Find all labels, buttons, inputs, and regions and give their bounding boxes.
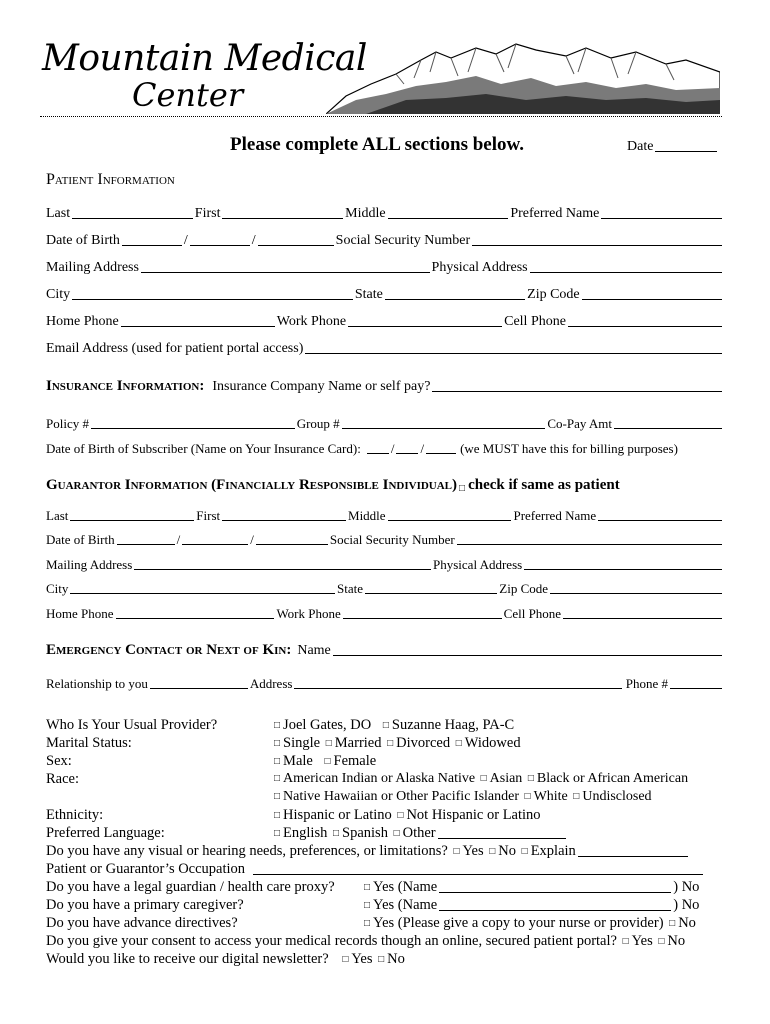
- patient-email-row: [46, 341, 724, 357]
- copay-field[interactable]: [614, 428, 722, 429]
- patient-mailing-field[interactable]: [141, 272, 430, 273]
- patient-work-phone-field[interactable]: [348, 326, 502, 327]
- race-white-label: White: [533, 789, 568, 804]
- patient-last-label: Last: [46, 206, 71, 221]
- marital-widowed-label: Widowed: [464, 735, 521, 751]
- guarantor-dob-month-field[interactable]: [117, 544, 175, 545]
- subscriber-dob-row: Date of Birth of Subscriber (Name on Your Insurance Card): / / (we MUST have this for billing purposes): [46, 441, 678, 456]
- emergency-address-field[interactable]: [294, 688, 621, 689]
- guarantor-physical-field[interactable]: [524, 569, 722, 570]
- ethnicity-options: [272, 807, 541, 824]
- subscriber-dob-day-field[interactable]: [396, 453, 418, 454]
- patient-name-row: [46, 206, 724, 222]
- date-field[interactable]: [627, 139, 719, 155]
- guarantor-mailing-label: Mailing Address: [46, 557, 133, 572]
- caregiver-name-field[interactable]: [439, 910, 671, 911]
- patient-middle-field[interactable]: [388, 218, 509, 219]
- race-aian-checkbox[interactable]: □: [274, 773, 281, 784]
- portal-row: [46, 933, 685, 950]
- guardian-options: [362, 879, 699, 896]
- patient-home-phone-field[interactable]: [121, 326, 275, 327]
- guarantor-ssn-label: Social Security Number: [329, 532, 455, 547]
- sex-options: [272, 753, 376, 770]
- portal-yes-label: Yes: [631, 933, 653, 949]
- newsletter-no-label: No: [387, 951, 405, 967]
- patient-first-label: First: [194, 206, 221, 221]
- insurance-company-label: Insurance Company Name or self pay?: [212, 379, 431, 394]
- ethnicity-question: Ethnicity:: [46, 807, 104, 823]
- race-options-2: [272, 789, 652, 805]
- needs-explain-field[interactable]: [578, 856, 688, 857]
- patient-dob-row: Date of Birth / / Social Security Number: [46, 233, 724, 249]
- newsletter-row: [46, 951, 405, 968]
- provider-question: Who Is Your Usual Provider?: [46, 717, 218, 733]
- newsletter-yes-checkbox[interactable]: □: [342, 954, 349, 965]
- relationship-label: Relationship to you: [46, 676, 148, 691]
- patient-state-field[interactable]: [385, 299, 525, 300]
- guarantor-heading-row: [46, 477, 724, 494]
- emergency-phone-label: Phone #: [625, 676, 668, 691]
- patient-email-label: Email Address (used for patient portal access): [46, 341, 304, 356]
- race-undisclosed-checkbox[interactable]: □: [573, 791, 580, 802]
- patient-cell-phone-field[interactable]: [568, 326, 722, 327]
- guarantor-cell-phone-label: Cell Phone: [503, 606, 562, 621]
- language-options: [272, 825, 568, 842]
- provider-gates-label: Joel Gates, DO: [283, 717, 372, 733]
- group-label: Group #: [296, 416, 340, 431]
- patient-preferred-field[interactable]: [601, 218, 722, 219]
- needs-no-checkbox[interactable]: □: [489, 846, 496, 857]
- language-english-checkbox[interactable]: □: [274, 828, 281, 839]
- guardian-name-field[interactable]: [439, 892, 671, 893]
- race-question: Race:: [46, 771, 80, 787]
- directives-yes-checkbox[interactable]: □: [364, 918, 371, 929]
- guarantor-physical-label: Physical Address: [433, 557, 523, 572]
- patient-middle-label: Middle: [345, 206, 386, 221]
- guardian-no-label: ) No: [673, 879, 700, 895]
- marital-divorced-label: Divorced: [396, 735, 451, 751]
- marital-single-checkbox[interactable]: □: [274, 738, 281, 749]
- occupation-row: [46, 861, 705, 878]
- guarantor-city-row: [46, 581, 724, 597]
- sex-male-label: Male: [283, 753, 313, 769]
- section-heading-patient: Patient Information: [46, 171, 175, 188]
- emergency-name-label: Name: [297, 643, 331, 658]
- race-black-label: Black or African American: [536, 771, 689, 786]
- emergency-name-field[interactable]: [333, 655, 722, 656]
- guarantor-mailing-field[interactable]: [134, 569, 431, 570]
- sex-female-checkbox[interactable]: □: [324, 756, 331, 767]
- patient-city-row: [46, 287, 724, 303]
- same-as-patient-checkbox[interactable]: □: [459, 483, 466, 494]
- patient-email-field[interactable]: [305, 353, 722, 354]
- guardian-question: Do you have a legal guardian / health care proxy?: [46, 879, 335, 895]
- portal-no-checkbox[interactable]: □: [658, 936, 665, 947]
- patient-cell-phone-label: Cell Phone: [504, 314, 566, 329]
- race-asian-checkbox[interactable]: □: [480, 773, 487, 784]
- race-undisclosed-label: Undisclosed: [582, 789, 652, 804]
- patient-dob-day-field[interactable]: [190, 245, 250, 246]
- directives-no-label: No: [678, 915, 696, 931]
- ethnicity-hispanic-checkbox[interactable]: □: [274, 810, 281, 821]
- marital-married-checkbox[interactable]: □: [325, 738, 332, 749]
- guarantor-middle-label: Middle: [348, 508, 386, 523]
- race-nhpi-label: Native Hawaiian or Other Pacific Islander: [283, 789, 520, 804]
- copay-label: Co-Pay Amt: [547, 416, 613, 431]
- marital-divorced-checkbox[interactable]: □: [387, 738, 394, 749]
- caregiver-options: [362, 897, 699, 914]
- provider-haag-label: Suzanne Haag, PA-C: [391, 717, 515, 733]
- race-aian-label: American Indian or Alaska Native: [283, 771, 476, 786]
- org-logo: [40, 38, 730, 118]
- needs-yes-checkbox[interactable]: □: [453, 846, 460, 857]
- patient-dob-label: Date of Birth: [46, 233, 120, 248]
- patient-zip-field[interactable]: [582, 299, 722, 300]
- guarantor-first-label: First: [196, 508, 221, 523]
- guarantor-last-field[interactable]: [70, 520, 194, 521]
- caregiver-yes-label: Yes (Name: [373, 897, 438, 913]
- provider-haag-checkbox[interactable]: □: [382, 720, 389, 731]
- group-field[interactable]: [342, 428, 546, 429]
- guarantor-name-row: [46, 508, 724, 524]
- guardian-yes-label: Yes (Name: [373, 879, 438, 895]
- guarantor-cell-phone-field[interactable]: [563, 618, 722, 619]
- emergency-address-label: Address: [249, 676, 293, 691]
- guardian-yes-checkbox[interactable]: □: [364, 882, 371, 893]
- newsletter-question: Would you like to receive our digital newsletter?: [46, 951, 329, 967]
- provider-gates-checkbox[interactable]: □: [274, 720, 281, 731]
- ethnicity-not-hispanic-label: Not Hispanic or Latino: [406, 807, 541, 823]
- guarantor-dob-day-field[interactable]: [182, 544, 248, 545]
- section-heading-insurance: Insurance Information:: [46, 378, 205, 394]
- patient-city-label: City: [46, 287, 71, 302]
- subscriber-dob-year-field[interactable]: [426, 453, 456, 454]
- caregiver-question: Do you have a primary caregiver?: [46, 897, 244, 913]
- guarantor-preferred-label: Preferred Name: [513, 508, 597, 523]
- org-name-line1: Mountain Medical: [42, 38, 367, 79]
- guarantor-city-field[interactable]: [70, 593, 335, 594]
- insurance-policy-row: [46, 416, 724, 432]
- provider-options: [272, 717, 514, 734]
- patient-home-phone-label: Home Phone: [46, 314, 119, 329]
- directives-yes-label: Yes (Please give a copy to your nurse or provider): [373, 915, 664, 931]
- insurance-company-field[interactable]: [432, 391, 722, 392]
- sex-female-label: Female: [333, 753, 377, 769]
- patient-work-phone-label: Work Phone: [276, 314, 347, 329]
- org-name-line2: Center: [132, 76, 244, 114]
- needs-explain-label: Explain: [530, 843, 576, 859]
- guarantor-phone-row: [46, 606, 724, 622]
- race-white-checkbox[interactable]: □: [524, 791, 531, 802]
- section-heading-guarantor: Guarantor Information (Financially Responsible Individual): [46, 477, 458, 493]
- newsletter-no-checkbox[interactable]: □: [378, 954, 385, 965]
- patient-first-field[interactable]: [222, 218, 343, 219]
- guarantor-middle-field[interactable]: [388, 520, 512, 521]
- patient-dob-year-field[interactable]: [258, 245, 334, 246]
- patient-preferred-label: Preferred Name: [510, 206, 600, 221]
- occupation-question: Patient or Guarantor’s Occupation: [46, 861, 246, 877]
- sex-male-checkbox[interactable]: □: [274, 756, 281, 767]
- language-other-label: Other: [402, 825, 436, 841]
- language-english-label: English: [283, 825, 328, 841]
- emergency-details-row: [46, 676, 724, 692]
- patient-physical-label: Physical Address: [431, 260, 528, 275]
- directives-options: [362, 915, 696, 932]
- guarantor-zip-field[interactable]: [550, 593, 722, 594]
- directives-question: Do you have advance directives?: [46, 915, 238, 931]
- language-spanish-label: Spanish: [342, 825, 388, 841]
- patient-phone-row: [46, 314, 724, 330]
- patient-physical-field[interactable]: [530, 272, 722, 273]
- patient-ssn-label: Social Security Number: [335, 233, 471, 248]
- subscriber-dob-label: Date of Birth of Subscriber (Name on Your Insurance Card):: [46, 441, 361, 456]
- insurance-company-row: [46, 378, 724, 395]
- guarantor-work-phone-label: Work Phone: [276, 606, 341, 621]
- caregiver-yes-checkbox[interactable]: □: [364, 900, 371, 911]
- marital-options: [272, 735, 521, 752]
- emergency-name-row: [46, 642, 724, 659]
- patient-address-row: [46, 260, 724, 276]
- needs-row: [46, 843, 690, 860]
- portal-yes-checkbox[interactable]: □: [622, 936, 629, 947]
- logo-divider: [40, 116, 722, 117]
- mountain-illustration: [326, 38, 720, 114]
- patient-ssn-field[interactable]: [472, 245, 722, 246]
- policy-field[interactable]: [91, 428, 295, 429]
- caregiver-no-label: ) No: [673, 897, 700, 913]
- policy-label: Policy #: [46, 416, 89, 431]
- portal-no-label: No: [667, 933, 686, 949]
- subscriber-dob-month-field[interactable]: [367, 453, 389, 454]
- needs-no-label: No: [498, 843, 517, 859]
- language-spanish-checkbox[interactable]: □: [332, 828, 340, 839]
- guarantor-ssn-field[interactable]: [457, 544, 722, 545]
- billing-note: (we MUST have this for billing purposes): [460, 441, 678, 456]
- needs-explain-checkbox[interactable]: □: [521, 846, 528, 857]
- language-question: Preferred Language:: [46, 825, 165, 841]
- race-options-1: [272, 771, 688, 787]
- patient-city-field[interactable]: [72, 299, 353, 300]
- directives-no-checkbox[interactable]: □: [669, 918, 676, 929]
- guarantor-first-field[interactable]: [222, 520, 346, 521]
- guarantor-city-label: City: [46, 581, 69, 596]
- marital-question: Marital Status:: [46, 735, 132, 751]
- marital-widowed-checkbox[interactable]: □: [455, 738, 462, 749]
- sex-question: Sex:: [46, 753, 72, 769]
- section-heading-emergency: Emergency Contact or Next of Kin:: [46, 642, 292, 658]
- newsletter-yes-label: Yes: [351, 951, 373, 967]
- patient-dob-month-field[interactable]: [122, 245, 182, 246]
- language-other-checkbox[interactable]: □: [393, 828, 400, 839]
- guarantor-address-row: [46, 557, 724, 573]
- guarantor-last-label: Last: [46, 508, 69, 523]
- date-label: Date: [627, 139, 654, 154]
- race-asian-label: Asian: [489, 771, 523, 786]
- guarantor-dob-label: Date of Birth: [46, 532, 115, 547]
- guarantor-home-phone-field[interactable]: [116, 618, 275, 619]
- instruction-text: Please complete ALL sections below.: [230, 134, 524, 155]
- race-black-checkbox[interactable]: □: [527, 773, 534, 784]
- race-nhpi-checkbox[interactable]: □: [274, 791, 281, 802]
- guarantor-home-phone-label: Home Phone: [46, 606, 114, 621]
- relationship-field[interactable]: [150, 688, 248, 689]
- portal-question: Do you give your consent to access your medical records though an online, secured patient portal?: [46, 933, 617, 949]
- patient-state-label: State: [354, 287, 383, 302]
- same-as-patient-label: check if same as patient: [468, 477, 620, 493]
- guarantor-state-label: State: [336, 581, 363, 596]
- guarantor-zip-label: Zip Code: [499, 581, 549, 596]
- marital-married-label: Married: [334, 735, 382, 751]
- ethnicity-hispanic-label: Hispanic or Latino: [283, 807, 392, 823]
- needs-yes-label: Yes: [462, 843, 484, 859]
- occupation-field[interactable]: [253, 874, 703, 875]
- guarantor-preferred-field[interactable]: [598, 520, 722, 521]
- guarantor-dob-row: Date of Birth / / Social Security Number: [46, 532, 724, 548]
- patient-mailing-label: Mailing Address: [46, 260, 139, 275]
- needs-question: Do you have any visual or hearing needs, preferences, or limitations?: [46, 843, 448, 859]
- guarantor-work-phone-field[interactable]: [343, 618, 502, 619]
- guarantor-state-field[interactable]: [365, 593, 497, 594]
- marital-single-label: Single: [283, 735, 321, 751]
- patient-zip-label: Zip Code: [527, 287, 580, 302]
- language-other-field[interactable]: [438, 838, 566, 839]
- patient-last-field[interactable]: [72, 218, 193, 219]
- emergency-phone-field[interactable]: [670, 688, 722, 689]
- guarantor-dob-year-field[interactable]: [256, 544, 328, 545]
- ethnicity-not-hispanic-checkbox[interactable]: □: [397, 810, 404, 821]
